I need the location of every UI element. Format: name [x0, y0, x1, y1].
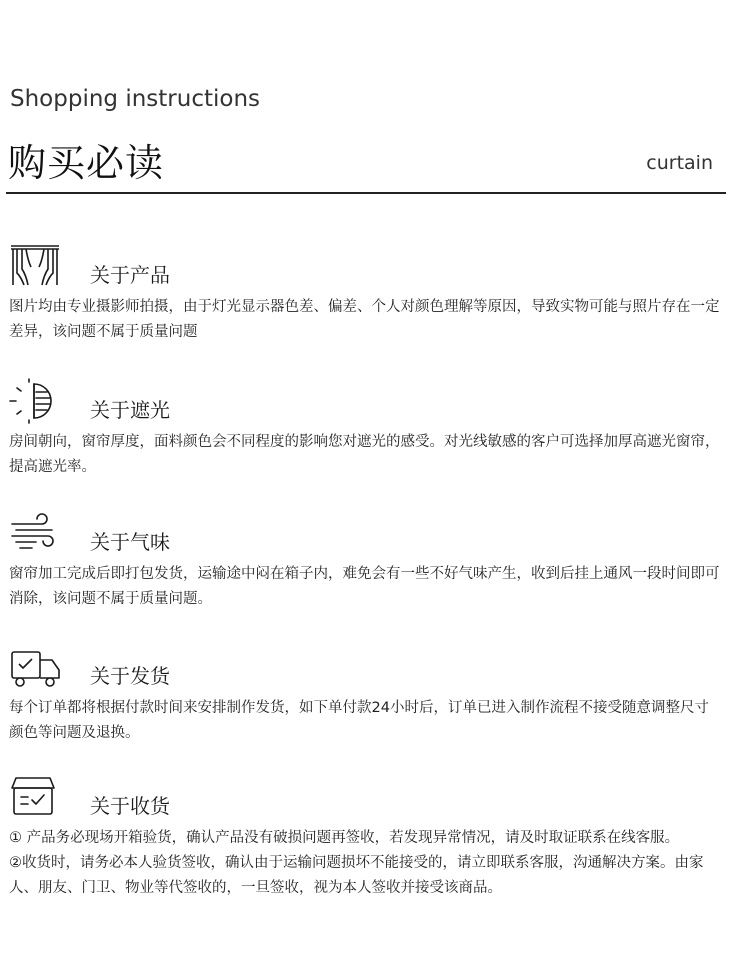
package-box-icon [8, 774, 62, 820]
page-title: 购买必读 [8, 141, 165, 185]
section-title: 关于遮光 [90, 398, 170, 422]
section-paragraph: ②收货时，请务必本人验货签收，确认由于运输问题损坏不能接受的，请立即联系客服，沟通解决方案。由家人、朋友、门卫、物业等代签收的，一旦签收，视为本人签收并接受该商品。 [9, 855, 704, 896]
section-paragraph: 窗帘加工完成后即打包发货，运输途中闷在箱子内，难免会有一些不好气味产生，收到后挂上通风一段时间即可消除，该问题不属于质量问题。 [9, 566, 720, 607]
delivery-truck-icon [8, 644, 62, 690]
section-paragraph: 房间朝向，窗帘厚度，面料颜色会不同程度的影响您对遮光的感受。对光线敏感的客户可选择加厚高遮光窗帘，提高遮光率。 [9, 434, 720, 475]
section-title: 关于气味 [90, 530, 170, 554]
section-title: 关于发货 [90, 664, 170, 688]
section-paragraph: 每个订单都将根据付款时间来安排制作发货，如下单付款24小时后，订单已进入制作流程不接受随意调整尺寸颜色等问题及退换。 [9, 700, 709, 741]
section-body [9, 826, 721, 901]
section-body [9, 562, 721, 612]
section-body [9, 430, 721, 480]
sun-shade-icon [8, 378, 62, 424]
wind-icon [8, 510, 62, 556]
section-body [9, 696, 721, 746]
header-divider [6, 192, 726, 194]
category-tag: curtain [646, 152, 713, 174]
section-paragraph: ① 产品务必现场开箱验货，确认产品没有破损问题再签收，若发现异常情况，请及时取证联系在线客服。 [9, 830, 680, 846]
section-paragraph: 图片均由专业摄影师拍摄，由于灯光显示器色差、偏差、个人对颜色理解等原因，导致实物可能与照片存在一定差异，该问题不属于质量问题 [9, 299, 720, 340]
subtitle-en: Shopping instructions [10, 86, 261, 112]
section-title: 关于收货 [90, 794, 170, 818]
section-title: 关于产品 [90, 263, 170, 287]
section-body [9, 295, 721, 345]
curtain-icon [8, 243, 62, 289]
